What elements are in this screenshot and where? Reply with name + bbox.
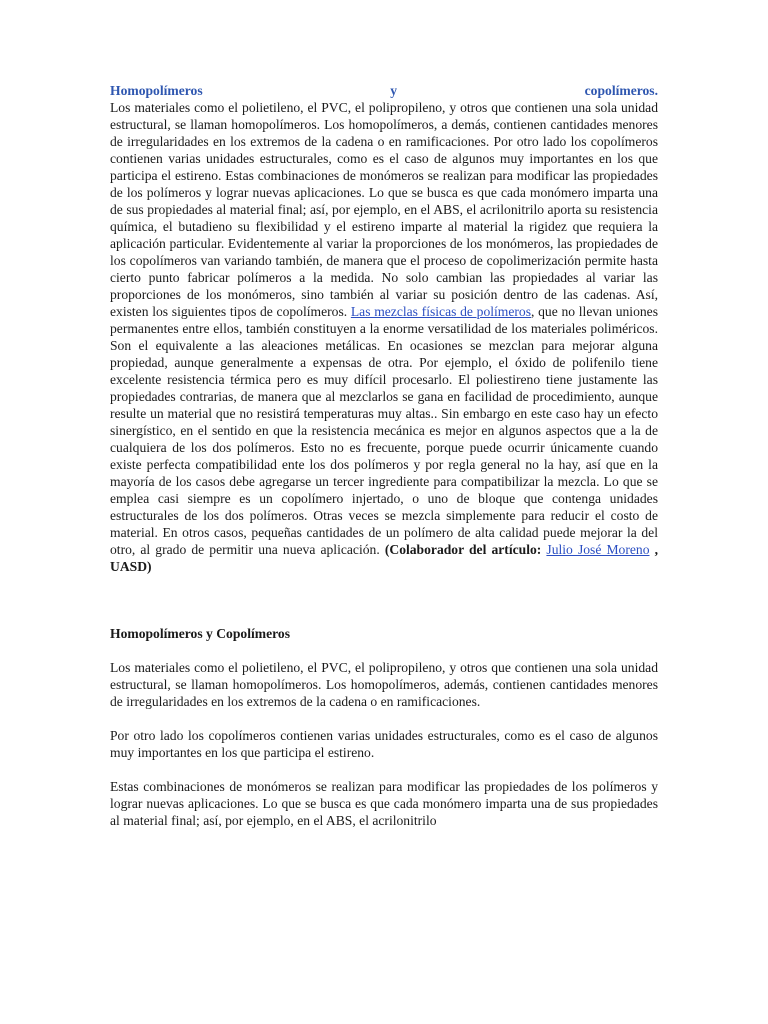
heading-word-1: Homopolímeros bbox=[110, 83, 203, 98]
section-title: Homopolímeros y Copolímeros bbox=[110, 626, 290, 641]
heading-word-2: y bbox=[390, 83, 398, 98]
author-link[interactable]: Julio José Moreno bbox=[546, 542, 650, 557]
body-text-part1: Los materiales como el polietileno, el PVC, el polipropileno, y otros que contienen una sola unidad estructural, se llaman homopolímeros. Los homopolímeros, a demás, contienen cantidades menores de irregularidades en los extremos de la cadena o en ramificaciones. Por otro lado los copolímeros contienen varias unidades estructurales, como es el caso de algunos muy importantes en los que participa el estireno. Estas combinaciones de monómeros se realizan para modificar las propiedades de los polímeros y lograr nuevas aplicaciones. Lo que se busca es que cada monómero imparta una de sus propiedades al material final; así, por ejemplo, en el ABS, el acrilonitrilo aporta su resistencia química, el butadieno su flexibilidad y el estireno imparte al material la rigidez que requiera la aplicación particular. Evidentemente al variar la proporciones de los monómeros, las propiedades de los copolímeros van variando también, de manera que el proceso de copolimerización permite hasta cierto punto fabricar polímeros a la medida. No solo cambian las propiedades al variar las proporciones de los monómeros, sino también al variar su posición dentro de las cadenas. Así, existen los siguientes tipos de copolímeros. bbox=[110, 100, 658, 319]
heading-word-3: copolímeros. bbox=[584, 83, 658, 98]
section-paragraph-3: Estas combinaciones de monómeros se realizan para modificar las propiedades de los polímeros y lograr nuevas aplicaciones. Lo que se busca es que cada monómero imparta una de sus propiedades al material final; así, por ejemplo, en el ABS, el acrilonitrilo bbox=[110, 779, 658, 828]
article-heading bbox=[110, 82, 658, 99]
section-paragraph-2: Por otro lado los copolímeros contienen varias unidades estructurales, como es el caso de algunos muy importantes en los que participa el estireno. bbox=[110, 728, 658, 760]
article-body bbox=[110, 99, 658, 575]
mezclas-fisicas-link[interactable]: Las mezclas físicas de polímeros bbox=[350, 304, 532, 319]
credit-prefix: (Colaborador del artículo: bbox=[384, 542, 547, 557]
body-text-part2: , que no llevan uniones permanentes entre ellos, también constituyen a la enorme versatilidad de los materiales poliméricos. Son el equivalente a las aleaciones metálicas. En ocasiones se mezclan para mejorar alguna propiedad, aunque generalmente a expensas de otra. Por ejemplo, el óxido de polifenilo tiene excelente resistencia térmica pero es muy difícil procesarlo. El poliestireno tiene justamente las propiedades contrarias, de manera que al mezclarlos se gana en facilidad de procedimiento, aunque resulte un material que no resistirá temperaturas muy altas.. Sin embargo en este caso hay un efecto sinergístico, en el sentido en que la resistencia mecánica es mejor en algunos aspectos que a la de cualquiera de los dos polímeros. Esto no es frecuente, porque puede ocurrir únicamente cuando existe perfecta compatibilidad ente los dos polímeros y por regla general no la hay, así que en la mayoría de los casos debe agregarse un tercer ingrediente para compatibilizar la mezcla. Lo que se emplea casi siempre es un copolímero injertado, o uno de bloque que contenga unidades estructurales de los dos polímeros. Otras veces se mezcla simplemente para reducir el costo de material. En otros casos, pequeñas cantidades de un polímero de alta calidad puede mejorar la del otro, al grado de permitir una nueva aplicación. bbox=[110, 304, 658, 557]
credit-suffix: , UASD) bbox=[110, 542, 659, 574]
section-paragraph-1: Los materiales como el polietileno, el PVC, el polipropileno, y otros que contienen una sola unidad estructural, se llaman homopolímeros. Los homopolímeros, además, contienen cantidades menores de irregularidades en los extremos de la cadena o en ramificaciones. bbox=[110, 660, 658, 709]
